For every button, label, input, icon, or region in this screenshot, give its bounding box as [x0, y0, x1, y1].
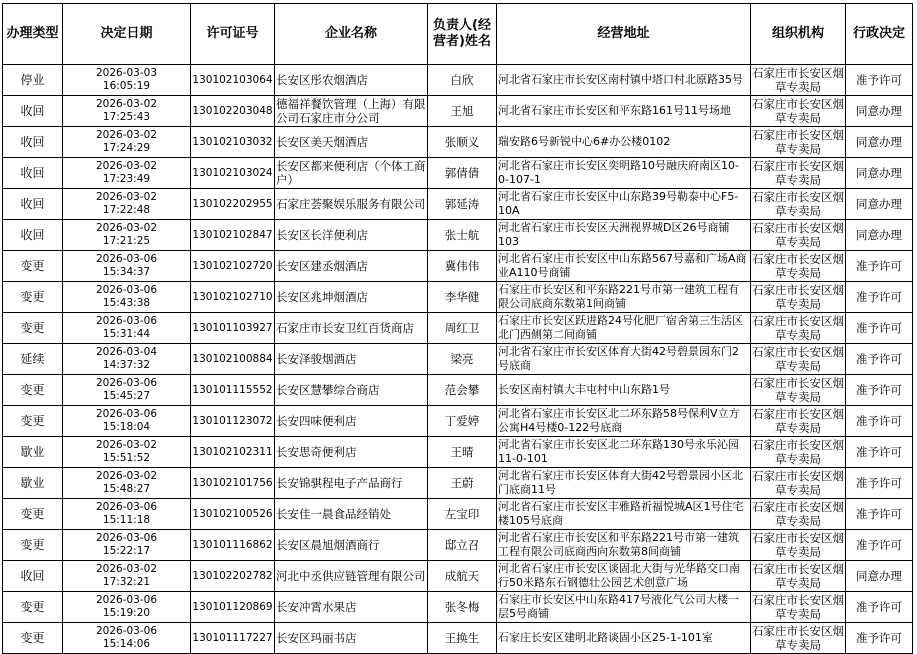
- cell-license: 130101123072: [191, 406, 275, 437]
- table-row: [3, 344, 913, 375]
- cell-type: 变更: [3, 499, 63, 530]
- cell-license: 130102102720: [191, 251, 275, 282]
- cell-datetime: [63, 530, 191, 561]
- cell-time: 16:05:19: [102, 80, 151, 92]
- cell-address: 河北省石家庄市长安区谈固北大街与光华路交口南行50米路东石钢德壮公园艺术创意广场: [497, 561, 751, 592]
- cell-datetime: [63, 158, 191, 189]
- cell-date: 2026-03-06: [95, 253, 158, 265]
- cell-org: 石家庄市长安区烟草专卖局: [752, 128, 844, 156]
- cell-datetime: [63, 189, 191, 220]
- cell-org: 石家庄市长安区烟草专卖局: [752, 252, 844, 280]
- cell-datetime: [63, 437, 191, 468]
- cell-date: 2026-03-02: [95, 470, 158, 482]
- cell-datetime: [63, 220, 191, 251]
- cell-datetime: [63, 375, 191, 406]
- cell-address: 河北省石家庄市长安区北二环东路58号保利V立方公寓H4号楼0-122号底商: [497, 406, 751, 437]
- cell-person: 周红卫: [428, 313, 497, 344]
- cell-type: 收回: [3, 189, 63, 220]
- cell-company: 长安思奇便利店: [275, 437, 428, 468]
- cell-decision: 准予许可: [846, 623, 913, 654]
- cell-decision: 准予许可: [846, 406, 913, 437]
- cell-org: 石家庄市长安区烟草专卖局: [752, 500, 844, 528]
- cell-datetime: [63, 344, 191, 375]
- cell-decision: 准予许可: [846, 65, 913, 96]
- cell-company: 长安区晨旭烟酒商行: [275, 530, 428, 561]
- table-row: [3, 282, 913, 313]
- cell-company: 长安区长洋便利店: [275, 220, 428, 251]
- cell-type: 收回: [3, 220, 63, 251]
- cell-time: 15:31:44: [102, 328, 151, 340]
- table-row: [3, 406, 913, 437]
- cell-time: 15:43:38: [102, 297, 151, 309]
- cell-type: 变更: [3, 592, 63, 623]
- cell-decision: 同意办理: [846, 189, 913, 220]
- table-row: [3, 251, 913, 282]
- cell-decision: 同意办理: [846, 561, 913, 592]
- table-row: [3, 158, 913, 189]
- cell-person: 邸立召: [428, 530, 497, 561]
- cell-org: 石家庄市长安区烟草专卖局: [752, 97, 844, 125]
- table-row: [3, 313, 913, 344]
- cell-company: 长安佳一晨食品经销处: [275, 499, 428, 530]
- cell-date: 2026-03-04: [95, 346, 158, 358]
- cell-org: 石家庄市长安区烟草专卖局: [752, 221, 844, 249]
- cell-type: 延续: [3, 344, 63, 375]
- cell-person: 李华健: [428, 282, 497, 313]
- cell-license: 130102103064: [191, 65, 275, 96]
- cell-org: 石家庄市长安区烟草专卖局: [752, 345, 844, 373]
- cell-datetime: [63, 251, 191, 282]
- cell-time: 15:19:20: [102, 607, 151, 619]
- cell-company: 长安区彤农烟酒店: [275, 65, 428, 96]
- cell-decision: 同意办理: [846, 127, 913, 158]
- cell-time: 15:18:04: [102, 421, 151, 433]
- cell-org: 石家庄市长安区烟草专卖局: [752, 190, 844, 218]
- table-row: [3, 623, 913, 654]
- cell-license: 130102202955: [191, 189, 275, 220]
- cell-decision: 准予许可: [846, 468, 913, 499]
- cell-license: 130102100884: [191, 344, 275, 375]
- cell-person: 王晴: [428, 437, 497, 468]
- cell-company: 德福祥餐饮管理（上海）有限公司石家庄市分公司: [276, 97, 426, 125]
- cell-license: 130102202782: [191, 561, 275, 592]
- table-row: [3, 220, 913, 251]
- cell-time: 15:11:18: [102, 514, 151, 526]
- cell-license: 130102100526: [191, 499, 275, 530]
- cell-date: 2026-03-06: [95, 377, 158, 389]
- cell-person: 范会攀: [428, 375, 497, 406]
- cell-person: 郭延涛: [428, 189, 497, 220]
- cell-time: 15:34:37: [102, 266, 151, 278]
- cell-org: 石家庄市长安区烟草专卖局: [752, 159, 844, 187]
- cell-org: 石家庄市长安区烟草专卖局: [752, 562, 844, 590]
- cell-type: 变更: [3, 313, 63, 344]
- cell-address: 河北省石家庄市长安区体育大街42号碧景园东门2号底商: [497, 344, 751, 375]
- cell-address: 石家庄市长安区中山东路417号液化气公司大楼一层5号商铺: [497, 592, 751, 623]
- cell-address: 石家庄市长安区和平东路221号市第一建筑工程有限公司底商东数第1间商铺: [497, 282, 751, 313]
- cell-type: 变更: [3, 375, 63, 406]
- cell-address: 河北省石家庄市长安区和平东路161号11号场地: [497, 96, 751, 127]
- table-body: [3, 65, 913, 654]
- cell-company: 长安区建丞烟酒店: [275, 251, 428, 282]
- cell-address: 河北省石家庄市长安区天洲视界城D区26号商铺103: [497, 220, 751, 251]
- cell-decision: 同意办理: [846, 96, 913, 127]
- cell-company: 长安锦骐程电子产品商行: [275, 468, 428, 499]
- cell-person: 张士航: [428, 220, 497, 251]
- cell-datetime: [63, 406, 191, 437]
- cell-person: 白欣: [428, 65, 497, 96]
- cell-datetime: [63, 468, 191, 499]
- cell-time: 14:37:32: [102, 359, 151, 371]
- cell-type: 停业: [3, 65, 63, 96]
- cell-license: 130102102311: [191, 437, 275, 468]
- license-decision-table: [2, 3, 913, 654]
- table-row: [3, 127, 913, 158]
- cell-company: 长安区玛丽书店: [275, 623, 428, 654]
- cell-org: 石家庄市长安区烟草专卖局: [752, 531, 844, 559]
- cell-company: 石家庄荟聚娱乐服务有限公司: [275, 189, 428, 220]
- cell-address: 瑞安路6号新锐中心6#办公楼0102: [497, 127, 751, 158]
- cell-decision: 准予许可: [846, 375, 913, 406]
- cell-decision: 准予许可: [846, 282, 913, 313]
- cell-decision: 准予许可: [846, 251, 913, 282]
- cell-address: 河北省石家庄市长安区丰雅路祈福悦城A区1号住宅楼105号底商: [497, 499, 751, 530]
- cell-time: 17:21:25: [102, 235, 151, 247]
- cell-license: 130102102847: [191, 220, 275, 251]
- header-row: [3, 4, 913, 65]
- cell-type: 收回: [3, 561, 63, 592]
- cell-time: 17:32:21: [102, 576, 151, 588]
- cell-org: 石家庄市长安区烟草专卖局: [752, 624, 844, 652]
- cell-date: 2026-03-02: [95, 563, 158, 575]
- table-row: [3, 592, 913, 623]
- cell-address: 石家庄市长安区跃进路24号化肥厂宿舍第三生活区北门西侧第二间商铺: [497, 313, 751, 344]
- cell-type: 收回: [3, 127, 63, 158]
- cell-company: 长安区兆坤烟酒店: [275, 282, 428, 313]
- table-row: [3, 375, 913, 406]
- cell-type: 变更: [3, 251, 63, 282]
- cell-date: 2026-03-06: [95, 625, 158, 637]
- cell-decision: 准予许可: [846, 344, 913, 375]
- cell-org: 石家庄市长安区烟草专卖局: [752, 469, 844, 497]
- table-row: [3, 65, 913, 96]
- table-row: [3, 189, 913, 220]
- cell-date: 2026-03-02: [95, 160, 158, 172]
- cell-date: 2026-03-02: [95, 129, 158, 141]
- cell-license: 130101120869: [191, 592, 275, 623]
- cell-decision: 同意办理: [846, 220, 913, 251]
- cell-date: 2026-03-03: [95, 67, 158, 79]
- cell-datetime: [63, 282, 191, 313]
- cell-decision: 准予许可: [846, 499, 913, 530]
- cell-person: 左宝印: [428, 499, 497, 530]
- cell-license: 130102103024: [191, 158, 275, 189]
- cell-company: 长安泽骏烟酒店: [275, 344, 428, 375]
- cell-person: 冀伟伟: [428, 251, 497, 282]
- cell-address: 河北省石家庄市长安区奕明路10号融庆府南区10-0-107-1: [497, 158, 751, 189]
- cell-time: 15:48:27: [102, 483, 151, 495]
- cell-date: 2026-03-06: [95, 315, 158, 327]
- cell-company: 长安区都来便利店（个体工商户）: [276, 159, 426, 187]
- header-type: 办理类型: [3, 4, 63, 65]
- cell-license: 130102103032: [191, 127, 275, 158]
- table-row: [3, 468, 913, 499]
- cell-address: 河北省石家庄市长安区中山东路39号勒泰中心F5-10A: [497, 189, 751, 220]
- cell-person: 丁爱婷: [428, 406, 497, 437]
- cell-date: 2026-03-06: [95, 594, 158, 606]
- cell-person: 王换生: [428, 623, 497, 654]
- table-row: [3, 499, 913, 530]
- cell-org: 石家庄市长安区烟草专卖局: [752, 283, 844, 311]
- cell-person: 张顺义: [428, 127, 497, 158]
- cell-company: 石家庄市长安卫红百货商店: [275, 313, 428, 344]
- cell-type: 歇业: [3, 468, 63, 499]
- cell-type: 变更: [3, 530, 63, 561]
- cell-address: 河北省石家庄市长安区和平东路221号市第一建筑工程有限公司底商西向东数第8间商铺: [497, 530, 751, 561]
- cell-company: 河北中丞供应链管理有限公司: [275, 561, 428, 592]
- cell-license: 130101116862: [191, 530, 275, 561]
- cell-person: 王旭: [428, 96, 497, 127]
- cell-company: 长安区美天烟酒店: [275, 127, 428, 158]
- cell-address: 河北省石家庄市长安区体育大街42号碧景园小区北门底商11号: [497, 468, 751, 499]
- cell-datetime: [63, 592, 191, 623]
- cell-license: 130102102710: [191, 282, 275, 313]
- cell-license: 130102101756: [191, 468, 275, 499]
- cell-time: 17:25:43: [102, 111, 151, 123]
- cell-org: 石家庄市长安区烟草专卖局: [752, 314, 844, 342]
- cell-time: 15:22:17: [102, 545, 151, 557]
- cell-datetime: [63, 313, 191, 344]
- cell-type: 变更: [3, 282, 63, 313]
- cell-org: 石家庄市长安区烟草专卖局: [752, 438, 844, 466]
- cell-time: 17:24:29: [102, 142, 151, 154]
- table-row: [3, 437, 913, 468]
- cell-datetime: [63, 127, 191, 158]
- cell-datetime: [63, 561, 191, 592]
- cell-type: 收回: [3, 96, 63, 127]
- cell-date: 2026-03-02: [95, 98, 158, 110]
- cell-person: 梁亮: [428, 344, 497, 375]
- table-row: [3, 530, 913, 561]
- cell-date: 2026-03-02: [95, 191, 158, 203]
- cell-address: 石家庄长安区建明北路谈固小区25-1-101室: [497, 623, 751, 654]
- cell-date: 2026-03-02: [95, 222, 158, 234]
- header-org: 组织机构: [751, 4, 846, 65]
- cell-datetime: [63, 96, 191, 127]
- cell-date: 2026-03-02: [95, 439, 158, 451]
- cell-person: 成航天: [428, 561, 497, 592]
- cell-address: 河北省石家庄市长安区南村镇中塔口村北原路35号: [497, 65, 751, 96]
- cell-time: 17:23:49: [102, 173, 151, 185]
- cell-type: 变更: [3, 406, 63, 437]
- cell-decision: 同意办理: [846, 158, 913, 189]
- cell-license: 130101115552: [191, 375, 275, 406]
- cell-decision: 准予许可: [846, 530, 913, 561]
- table-row: [3, 561, 913, 592]
- cell-type: 收回: [3, 158, 63, 189]
- cell-date: 2026-03-06: [95, 284, 158, 296]
- cell-company: 长安四味便利店: [275, 406, 428, 437]
- cell-license: 130102203048: [191, 96, 275, 127]
- cell-time: 15:14:06: [102, 638, 151, 650]
- header-person: 负责人(经营者)姓名: [428, 4, 497, 65]
- cell-time: 15:45:27: [102, 390, 151, 402]
- table-row: [3, 96, 913, 127]
- cell-person: 郭倩倩: [428, 158, 497, 189]
- cell-company: 长安区慧攀综合商店: [275, 375, 428, 406]
- header-license: 许可证号: [191, 4, 275, 65]
- cell-time: 15:51:52: [102, 452, 151, 464]
- header-address: 经营地址: [497, 4, 751, 65]
- cell-decision: 准予许可: [846, 437, 913, 468]
- cell-time: 17:22:48: [102, 204, 151, 216]
- cell-datetime: [63, 65, 191, 96]
- cell-person: 王蔚: [428, 468, 497, 499]
- cell-org: 石家庄市长安区烟草专卖局: [752, 376, 844, 404]
- cell-type: 变更: [3, 623, 63, 654]
- cell-datetime: [63, 499, 191, 530]
- cell-person: 张冬梅: [428, 592, 497, 623]
- cell-license: 130101103927: [191, 313, 275, 344]
- cell-decision: 准予许可: [846, 313, 913, 344]
- cell-date: 2026-03-06: [95, 408, 158, 420]
- cell-date: 2026-03-06: [95, 501, 158, 513]
- cell-org: 石家庄市长安区烟草专卖局: [752, 66, 844, 94]
- cell-address: 河北省石家庄市长安区中山东路567号嘉和广场A商业A110号商铺: [497, 251, 751, 282]
- cell-company: 长安冲霄水果店: [275, 592, 428, 623]
- cell-license: 130101117227: [191, 623, 275, 654]
- header-date: 决定日期: [63, 4, 191, 65]
- cell-type: 歇业: [3, 437, 63, 468]
- cell-address: 河北省石家庄市长安区北二环东路130号永乐沁园11-0-101: [497, 437, 751, 468]
- header-company: 企业名称: [275, 4, 428, 65]
- cell-datetime: [63, 623, 191, 654]
- cell-org: 石家庄市长安区烟草专卖局: [752, 593, 844, 621]
- cell-address: 长安区南村镇大丰屯村中山东路1号: [497, 375, 751, 406]
- cell-decision: 准予许可: [846, 592, 913, 623]
- header-decision: 行政决定: [846, 4, 913, 65]
- cell-date: 2026-03-06: [95, 532, 158, 544]
- cell-org: 石家庄市长安区烟草专卖局: [752, 407, 844, 435]
